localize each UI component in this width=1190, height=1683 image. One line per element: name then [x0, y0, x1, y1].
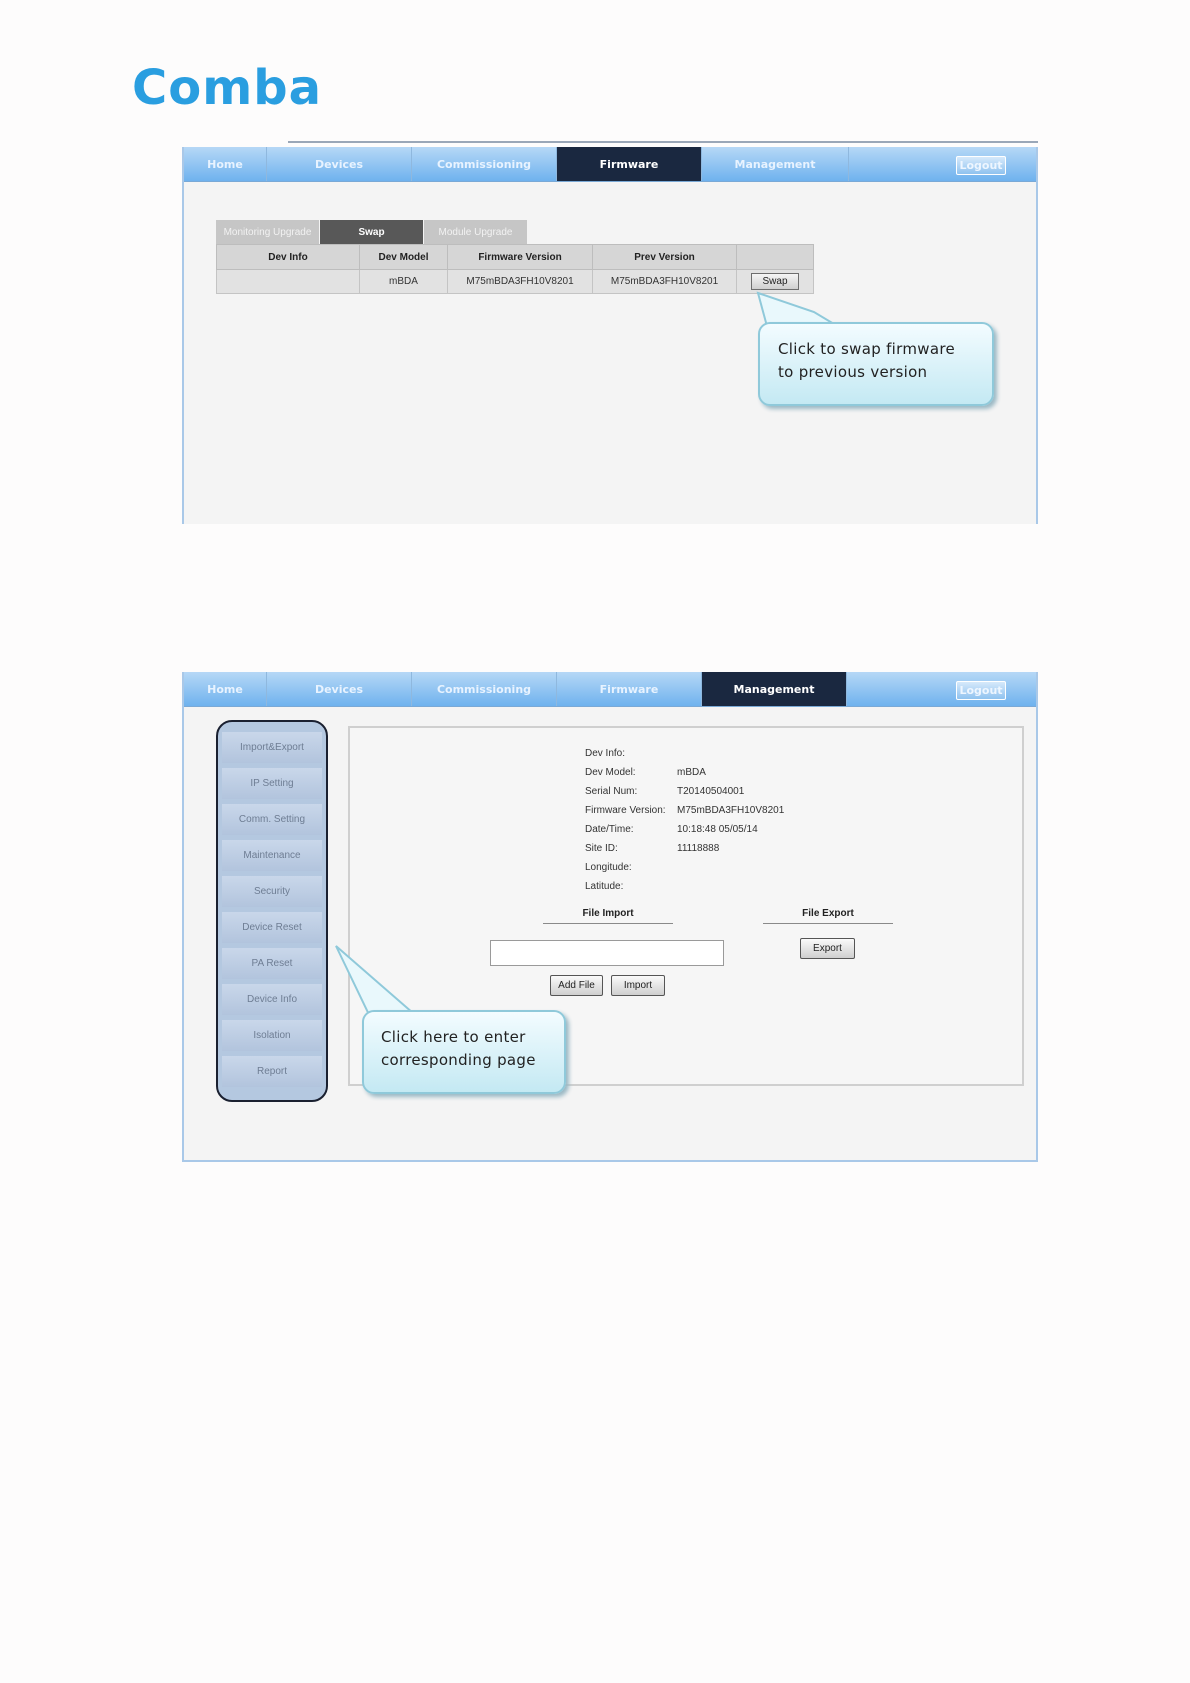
firmware-subtabs [216, 220, 528, 244]
info-row [585, 858, 784, 877]
divider-line [288, 141, 1038, 143]
main-nav [184, 147, 1036, 182]
add-file-button[interactable]: Add File [550, 975, 603, 996]
col-prev-version: Prev Version [593, 245, 737, 270]
comba-logo: Comba [132, 60, 322, 116]
file-import-underline [543, 923, 673, 924]
table-row [217, 270, 814, 294]
tab-commissioning[interactable]: Commissioning [412, 672, 557, 706]
info-label: Firmware Version: [585, 805, 666, 816]
table-header-row [217, 245, 814, 270]
info-label: Latitude: [585, 881, 624, 892]
info-value: T20140504001 [677, 786, 745, 797]
subtab-monitoring-upgrade[interactable]: Monitoring Upgrade [216, 220, 319, 244]
menu-item-security[interactable]: Security [222, 876, 322, 907]
callout-line-1: Click to swap firmware [778, 340, 955, 358]
tab-firmware[interactable]: Firmware [557, 147, 702, 181]
tab-commissioning[interactable]: Commissioning [412, 147, 557, 181]
menu-item-device-reset[interactable]: Device Reset [222, 912, 322, 943]
management-side-menu [216, 720, 328, 1102]
device-info-block [585, 744, 784, 896]
menu-callout [362, 1010, 566, 1094]
info-row [585, 839, 784, 858]
cell-dev-model: mBDA [360, 270, 448, 294]
file-import-section [543, 908, 673, 924]
info-value: 11118888 [677, 843, 720, 854]
file-import-title: File Import [582, 908, 634, 919]
main-nav [184, 672, 1036, 707]
device-info-heading: Dev Info: [585, 748, 626, 759]
menu-item-ip-setting[interactable]: IP Setting [222, 768, 322, 799]
info-value: M75mBDA3FH10V8201 [677, 805, 785, 816]
subtab-module-upgrade[interactable]: Module Upgrade [424, 220, 527, 244]
menu-item-import-export[interactable]: Import&Export [222, 732, 322, 763]
info-row [585, 782, 784, 801]
firmware-swap-screen [182, 147, 1038, 524]
info-row [585, 801, 784, 820]
cell-prev-version: M75mBDA3FH10V8201 [593, 270, 737, 294]
import-button[interactable]: Import [611, 975, 665, 996]
cell-firmware-version: M75mBDA3FH10V8201 [448, 270, 593, 294]
swap-callout [758, 322, 994, 406]
firmware-table [216, 244, 814, 294]
tab-home[interactable]: Home [184, 147, 267, 181]
info-label: Serial Num: [585, 786, 638, 797]
menu-item-maintenance[interactable]: Maintenance [222, 840, 322, 871]
tab-devices[interactable]: Devices [267, 147, 412, 181]
menu-item-report[interactable]: Report [222, 1056, 322, 1087]
file-export-underline [763, 923, 893, 924]
col-firmware-version: Firmware Version [448, 245, 593, 270]
menu-item-isolation[interactable]: Isolation [222, 1020, 322, 1051]
info-label: Date/Time: [585, 824, 634, 835]
tab-firmware[interactable]: Firmware [557, 672, 702, 706]
export-button[interactable]: Export [800, 938, 855, 959]
info-label: Site ID: [585, 843, 618, 854]
nav-fill [847, 672, 1036, 706]
swap-button[interactable]: Swap [751, 273, 799, 290]
info-label: Dev Model: [585, 767, 636, 778]
info-value: mBDA [677, 767, 706, 778]
info-row [585, 877, 784, 896]
tab-home[interactable]: Home [184, 672, 267, 706]
callout-line-2: to previous version [778, 363, 928, 381]
file-export-section [763, 908, 893, 924]
callout-line-1: Click here to enter [381, 1028, 526, 1046]
file-export-title: File Export [802, 908, 854, 919]
logout-button[interactable]: Logout [956, 156, 1006, 175]
col-dev-info: Dev Info [217, 245, 360, 270]
nav-fill [849, 147, 1036, 181]
info-value: 10:18:48 05/05/14 [677, 824, 758, 835]
callout-line-2: corresponding page [381, 1051, 536, 1069]
tab-management[interactable]: Management [702, 672, 847, 706]
management-screen [182, 672, 1038, 1162]
menu-item-device-info[interactable]: Device Info [222, 984, 322, 1015]
tab-devices[interactable]: Devices [267, 672, 412, 706]
info-label: Longitude: [585, 862, 632, 873]
cell-dev-info [217, 270, 360, 294]
logout-button[interactable]: Logout [956, 681, 1006, 700]
col-action [737, 245, 814, 270]
menu-item-comm-setting[interactable]: Comm. Setting [222, 804, 322, 835]
info-row [585, 820, 784, 839]
file-path-input[interactable] [490, 940, 724, 966]
col-dev-model: Dev Model [360, 245, 448, 270]
cell-action [737, 270, 814, 294]
tab-management[interactable]: Management [702, 147, 849, 181]
subtab-swap[interactable]: Swap [320, 220, 423, 244]
info-row [585, 763, 784, 782]
menu-item-pa-reset[interactable]: PA Reset [222, 948, 322, 979]
